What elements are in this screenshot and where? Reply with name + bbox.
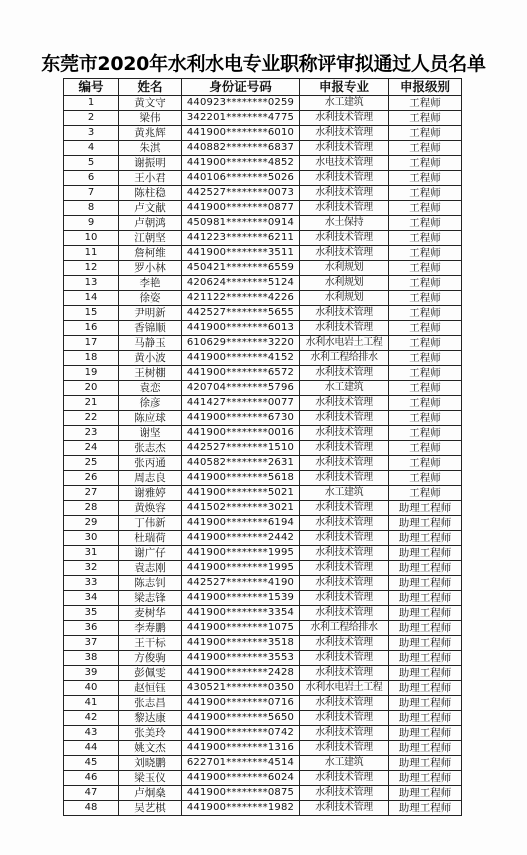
cell-level: 助理工程师 (389, 561, 462, 576)
cell-name: 梁玉仪 (119, 771, 182, 786)
cell-name: 谢广仔 (119, 546, 182, 561)
cell-id-number: 442527********4190 (182, 576, 300, 591)
cell-number: 47 (64, 786, 119, 801)
cell-number: 38 (64, 651, 119, 666)
table-row (64, 636, 462, 651)
cell-id-number: 622701********4514 (182, 756, 300, 771)
cell-id-number: 441900********4152 (182, 351, 300, 366)
cell-name: 罗小林 (119, 261, 182, 276)
cell-number: 16 (64, 321, 119, 336)
table-row (64, 261, 462, 276)
cell-number: 11 (64, 246, 119, 261)
cell-level: 工程师 (389, 216, 462, 231)
cell-level: 工程师 (389, 231, 462, 246)
cell-level: 助理工程师 (389, 726, 462, 741)
cell-id-number: 441900********3511 (182, 246, 300, 261)
table-row (64, 111, 462, 126)
cell-major: 水利规划 (300, 291, 389, 306)
cell-name: 刘晓鹏 (119, 756, 182, 771)
cell-id-number: 441900********4852 (182, 156, 300, 171)
cell-name: 梁志锋 (119, 591, 182, 606)
cell-name: 卢文献 (119, 201, 182, 216)
table-row (64, 456, 462, 471)
cell-name: 卢朝鸿 (119, 216, 182, 231)
cell-number: 36 (64, 621, 119, 636)
cell-level: 工程师 (389, 171, 462, 186)
cell-level: 助理工程师 (389, 606, 462, 621)
cell-number: 45 (64, 756, 119, 771)
cell-number: 22 (64, 411, 119, 426)
cell-name: 江朝坚 (119, 231, 182, 246)
cell-major: 水利技术管理 (300, 801, 389, 816)
cell-name: 谢坚 (119, 426, 182, 441)
table-row (64, 651, 462, 666)
cell-major: 水利技术管理 (300, 606, 389, 621)
cell-number: 40 (64, 681, 119, 696)
cell-number: 41 (64, 696, 119, 711)
cell-id-number: 441900********6024 (182, 771, 300, 786)
cell-name: 梁伟 (119, 111, 182, 126)
cell-name: 尹明新 (119, 306, 182, 321)
cell-id-number: 441900********1075 (182, 621, 300, 636)
cell-number: 35 (64, 606, 119, 621)
column-header-major: 申报专业 (300, 79, 389, 96)
cell-id-number: 441900********0016 (182, 426, 300, 441)
cell-major: 水利技术管理 (300, 651, 389, 666)
cell-id-number: 441900********1995 (182, 561, 300, 576)
cell-major: 水利规划 (300, 261, 389, 276)
cell-level: 工程师 (389, 471, 462, 486)
cell-id-number: 441900********1539 (182, 591, 300, 606)
table-row (64, 171, 462, 186)
table-row (64, 471, 462, 486)
cell-number: 14 (64, 291, 119, 306)
cell-number: 21 (64, 396, 119, 411)
table-row (64, 231, 462, 246)
cell-id-number: 420624********5124 (182, 276, 300, 291)
cell-major: 水利技术管理 (300, 396, 389, 411)
table-row (64, 291, 462, 306)
cell-major: 水利水电岩土工程 (300, 336, 389, 351)
table-row (64, 141, 462, 156)
cell-number: 33 (64, 576, 119, 591)
cell-major: 水工建筑 (300, 96, 389, 111)
cell-number: 48 (64, 801, 119, 816)
cell-number: 4 (64, 141, 119, 156)
cell-name: 黎达康 (119, 711, 182, 726)
cell-level: 工程师 (389, 186, 462, 201)
cell-id-number: 441900********3518 (182, 636, 300, 651)
cell-number: 29 (64, 516, 119, 531)
table-row (64, 201, 462, 216)
table-row (64, 276, 462, 291)
cell-major: 水利技术管理 (300, 321, 389, 336)
cell-major: 水利技术管理 (300, 201, 389, 216)
cell-number: 28 (64, 501, 119, 516)
table-row (64, 216, 462, 231)
cell-level: 工程师 (389, 411, 462, 426)
cell-level: 工程师 (389, 96, 462, 111)
cell-level: 助理工程师 (389, 741, 462, 756)
cell-major: 水利技术管理 (300, 366, 389, 381)
cell-major: 水利规划 (300, 276, 389, 291)
cell-id-number: 441900********6013 (182, 321, 300, 336)
cell-level: 工程师 (389, 246, 462, 261)
cell-id-number: 440882********6837 (182, 141, 300, 156)
cell-name: 谢振明 (119, 156, 182, 171)
table-row (64, 351, 462, 366)
cell-name: 黄文守 (119, 96, 182, 111)
cell-level: 助理工程师 (389, 666, 462, 681)
table-body (64, 96, 462, 816)
cell-level: 助理工程师 (389, 636, 462, 651)
cell-major: 水利技术管理 (300, 636, 389, 651)
cell-name: 王小君 (119, 171, 182, 186)
table-row (64, 426, 462, 441)
cell-number: 27 (64, 486, 119, 501)
cell-name: 张志昌 (119, 696, 182, 711)
cell-level: 工程师 (389, 456, 462, 471)
cell-number: 46 (64, 771, 119, 786)
cell-major: 水利技术管理 (300, 171, 389, 186)
cell-name: 黄小波 (119, 351, 182, 366)
cell-name: 陈柱稳 (119, 186, 182, 201)
cell-major: 水利技术管理 (300, 711, 389, 726)
cell-number: 32 (64, 561, 119, 576)
cell-major: 水利技术管理 (300, 471, 389, 486)
cell-id-number: 450421********6559 (182, 261, 300, 276)
cell-name: 张志杰 (119, 441, 182, 456)
cell-level: 助理工程师 (389, 801, 462, 816)
cell-id-number: 441900********0716 (182, 696, 300, 711)
table-row (64, 516, 462, 531)
cell-id-number: 441900********1995 (182, 546, 300, 561)
cell-id-number: 440582********2631 (182, 456, 300, 471)
approved-candidates-table (63, 78, 462, 816)
table-row (64, 246, 462, 261)
cell-level: 助理工程师 (389, 576, 462, 591)
cell-major: 水利技术管理 (300, 501, 389, 516)
table-row (64, 621, 462, 636)
table-row (64, 126, 462, 141)
table-row (64, 711, 462, 726)
cell-name: 姚文杰 (119, 741, 182, 756)
cell-major: 水利技术管理 (300, 741, 389, 756)
cell-number: 13 (64, 276, 119, 291)
cell-level: 助理工程师 (389, 681, 462, 696)
cell-major: 水利技术管理 (300, 771, 389, 786)
cell-level: 助理工程师 (389, 696, 462, 711)
column-header-level: 申报级别 (389, 79, 462, 96)
cell-name: 徐彦 (119, 396, 182, 411)
table-row (64, 741, 462, 756)
table-row (64, 441, 462, 456)
table-row (64, 561, 462, 576)
cell-number: 1 (64, 96, 119, 111)
cell-major: 水利技术管理 (300, 111, 389, 126)
cell-name: 张丙通 (119, 456, 182, 471)
cell-id-number: 441223********6211 (182, 231, 300, 246)
cell-level: 助理工程师 (389, 516, 462, 531)
column-header-number: 编号 (64, 79, 119, 96)
cell-number: 20 (64, 381, 119, 396)
cell-level: 工程师 (389, 321, 462, 336)
cell-level: 工程师 (389, 111, 462, 126)
cell-major: 水利技术管理 (300, 231, 389, 246)
table-header-row (64, 79, 462, 96)
table-row (64, 501, 462, 516)
cell-name: 卢炯燊 (119, 786, 182, 801)
table-row (64, 321, 462, 336)
cell-major: 水利技术管理 (300, 456, 389, 471)
cell-name: 张美玲 (119, 726, 182, 741)
cell-name: 赵恒钰 (119, 681, 182, 696)
table-row (64, 576, 462, 591)
cell-major: 水工建筑 (300, 381, 389, 396)
table-row (64, 486, 462, 501)
table-row (64, 666, 462, 681)
cell-number: 15 (64, 306, 119, 321)
cell-name: 黄兆辉 (119, 126, 182, 141)
table-row (64, 801, 462, 816)
table-row (64, 771, 462, 786)
cell-level: 工程师 (389, 486, 462, 501)
cell-level: 工程师 (389, 381, 462, 396)
cell-major: 水利技术管理 (300, 786, 389, 801)
cell-name: 朱淇 (119, 141, 182, 156)
table-row (64, 96, 462, 111)
cell-number: 18 (64, 351, 119, 366)
cell-name: 李寿鹏 (119, 621, 182, 636)
cell-number: 10 (64, 231, 119, 246)
cell-id-number: 442527********1510 (182, 441, 300, 456)
cell-level: 工程师 (389, 306, 462, 321)
document-title: 东莞市2020年水利水电专业职称评审拟通过人员名单 (41, 53, 486, 75)
cell-major: 水工建筑 (300, 756, 389, 771)
cell-major: 水利技术管理 (300, 246, 389, 261)
cell-level: 助理工程师 (389, 756, 462, 771)
table-row (64, 606, 462, 621)
cell-major: 水利技术管理 (300, 561, 389, 576)
cell-number: 24 (64, 441, 119, 456)
cell-id-number: 441900********5618 (182, 471, 300, 486)
cell-level: 助理工程师 (389, 771, 462, 786)
cell-id-number: 421122********4226 (182, 291, 300, 306)
cell-level: 工程师 (389, 366, 462, 381)
cell-number: 37 (64, 636, 119, 651)
cell-id-number: 440106********5026 (182, 171, 300, 186)
cell-id-number: 441502********3021 (182, 501, 300, 516)
cell-number: 12 (64, 261, 119, 276)
cell-major: 水利技术管理 (300, 546, 389, 561)
cell-id-number: 440923********0259 (182, 96, 300, 111)
cell-number: 25 (64, 456, 119, 471)
cell-number: 9 (64, 216, 119, 231)
cell-name: 黄焕容 (119, 501, 182, 516)
cell-name: 吴艺棋 (119, 801, 182, 816)
cell-id-number: 441900********0742 (182, 726, 300, 741)
cell-number: 23 (64, 426, 119, 441)
cell-level: 工程师 (389, 261, 462, 276)
cell-number: 8 (64, 201, 119, 216)
cell-name: 香锦顺 (119, 321, 182, 336)
table-row (64, 411, 462, 426)
table-row (64, 756, 462, 771)
cell-name: 麦树华 (119, 606, 182, 621)
cell-number: 31 (64, 546, 119, 561)
cell-name: 袁恋 (119, 381, 182, 396)
cell-major: 水利工程给排水 (300, 351, 389, 366)
cell-id-number: 441900********3354 (182, 606, 300, 621)
cell-number: 19 (64, 366, 119, 381)
cell-id-number: 420704********5796 (182, 381, 300, 396)
cell-major: 水利技术管理 (300, 591, 389, 606)
cell-number: 30 (64, 531, 119, 546)
table-row (64, 381, 462, 396)
cell-name: 袁志刚 (119, 561, 182, 576)
cell-level: 工程师 (389, 141, 462, 156)
cell-number: 5 (64, 156, 119, 171)
cell-number: 17 (64, 336, 119, 351)
table-row (64, 156, 462, 171)
cell-level: 工程师 (389, 336, 462, 351)
cell-name: 王干标 (119, 636, 182, 651)
cell-number: 2 (64, 111, 119, 126)
cell-level: 工程师 (389, 201, 462, 216)
table-row (64, 531, 462, 546)
cell-name: 丁伟新 (119, 516, 182, 531)
cell-name: 李艳 (119, 276, 182, 291)
cell-id-number: 442527********5655 (182, 306, 300, 321)
cell-id-number: 450981********0914 (182, 216, 300, 231)
cell-number: 39 (64, 666, 119, 681)
cell-name: 马静玉 (119, 336, 182, 351)
cell-level: 助理工程师 (389, 531, 462, 546)
cell-name: 王树棚 (119, 366, 182, 381)
cell-id-number: 610629********3220 (182, 336, 300, 351)
cell-major: 水利工程给排水 (300, 621, 389, 636)
cell-name: 詹柯维 (119, 246, 182, 261)
cell-major: 水利技术管理 (300, 696, 389, 711)
cell-id-number: 441900********5650 (182, 711, 300, 726)
cell-id-number: 441900********6572 (182, 366, 300, 381)
cell-level: 助理工程师 (389, 786, 462, 801)
cell-id-number: 442527********0073 (182, 186, 300, 201)
cell-name: 杜瑞荷 (119, 531, 182, 546)
cell-id-number: 441900********6194 (182, 516, 300, 531)
cell-level: 工程师 (389, 276, 462, 291)
table-row (64, 696, 462, 711)
cell-id-number: 441900********2428 (182, 666, 300, 681)
cell-level: 工程师 (389, 396, 462, 411)
cell-number: 44 (64, 741, 119, 756)
cell-level: 工程师 (389, 426, 462, 441)
cell-name: 方俊驹 (119, 651, 182, 666)
cell-name: 周志良 (119, 471, 182, 486)
cell-id-number: 342201********4775 (182, 111, 300, 126)
cell-name: 陈应球 (119, 411, 182, 426)
table-row (64, 726, 462, 741)
cell-level: 助理工程师 (389, 621, 462, 636)
table-row (64, 306, 462, 321)
cell-level: 助理工程师 (389, 651, 462, 666)
cell-name: 彭佩雯 (119, 666, 182, 681)
cell-level: 工程师 (389, 441, 462, 456)
cell-id-number: 441900********6730 (182, 411, 300, 426)
cell-number: 43 (64, 726, 119, 741)
cell-number: 34 (64, 591, 119, 606)
cell-level: 助理工程师 (389, 591, 462, 606)
table-row (64, 546, 462, 561)
cell-id-number: 441900********5021 (182, 486, 300, 501)
table-row (64, 336, 462, 351)
cell-major: 水利技术管理 (300, 666, 389, 681)
cell-major: 水利技术管理 (300, 306, 389, 321)
column-header-id-number: 身份证号码 (182, 79, 300, 96)
cell-id-number: 430521********0350 (182, 681, 300, 696)
cell-major: 水利技术管理 (300, 531, 389, 546)
cell-id-number: 441900********3553 (182, 651, 300, 666)
cell-major: 水利技术管理 (300, 411, 389, 426)
cell-id-number: 441427********0077 (182, 396, 300, 411)
cell-major: 水利技术管理 (300, 186, 389, 201)
cell-major: 水利技术管理 (300, 141, 389, 156)
table-row (64, 681, 462, 696)
table-row (64, 186, 462, 201)
cell-number: 3 (64, 126, 119, 141)
cell-major: 水利技术管理 (300, 441, 389, 456)
column-header-name: 姓名 (119, 79, 182, 96)
cell-major: 水利水电岩土工程 (300, 681, 389, 696)
table-row (64, 396, 462, 411)
table-row (64, 366, 462, 381)
cell-major: 水利技术管理 (300, 126, 389, 141)
cell-id-number: 441900********6010 (182, 126, 300, 141)
cell-id-number: 441900********0875 (182, 786, 300, 801)
cell-name: 陈志钊 (119, 576, 182, 591)
cell-level: 工程师 (389, 126, 462, 141)
cell-id-number: 441900********2442 (182, 531, 300, 546)
cell-major: 水利技术管理 (300, 516, 389, 531)
cell-level: 工程师 (389, 291, 462, 306)
cell-number: 42 (64, 711, 119, 726)
cell-major: 水利技术管理 (300, 426, 389, 441)
cell-major: 水利技术管理 (300, 726, 389, 741)
table-row (64, 786, 462, 801)
cell-id-number: 441900********1982 (182, 801, 300, 816)
cell-number: 7 (64, 186, 119, 201)
cell-major: 水电技术管理 (300, 156, 389, 171)
cell-level: 工程师 (389, 156, 462, 171)
cell-major: 水土保持 (300, 216, 389, 231)
cell-name: 谢雅婷 (119, 486, 182, 501)
cell-level: 助理工程师 (389, 546, 462, 561)
cell-id-number: 441900********1316 (182, 741, 300, 756)
cell-id-number: 441900********0877 (182, 201, 300, 216)
cell-level: 助理工程师 (389, 501, 462, 516)
cell-level: 工程师 (389, 351, 462, 366)
cell-major: 水利技术管理 (300, 576, 389, 591)
cell-number: 26 (64, 471, 119, 486)
cell-level: 助理工程师 (389, 711, 462, 726)
cell-name: 徐姿 (119, 291, 182, 306)
cell-major: 水工建筑 (300, 486, 389, 501)
cell-number: 6 (64, 171, 119, 186)
table-row (64, 591, 462, 606)
